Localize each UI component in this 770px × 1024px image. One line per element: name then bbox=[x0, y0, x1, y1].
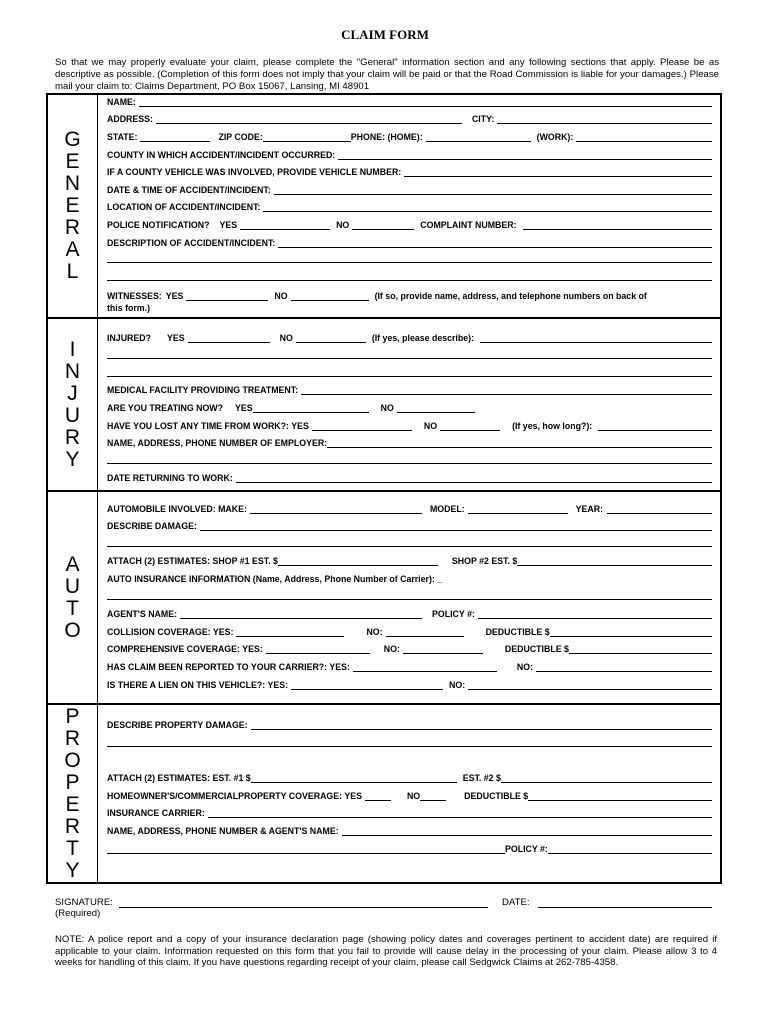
auto-section-label bbox=[48, 492, 98, 703]
collision-no-field[interactable] bbox=[386, 626, 464, 637]
lost-time-no-field[interactable] bbox=[440, 420, 500, 431]
shop1-field[interactable] bbox=[278, 555, 438, 566]
state-label: STATE: bbox=[107, 132, 138, 142]
employer-label: NAME, ADDRESS, PHONE NUMBER OF EMPLOYER: bbox=[107, 438, 328, 448]
police-yes-label: YES bbox=[219, 220, 238, 230]
zip-label: ZIP CODE: bbox=[218, 132, 263, 142]
make-label: AUTOMOBILE INVOLVED: MAKE: bbox=[107, 504, 247, 514]
homeowner-label: HOMEOWNER'S/COMMERCIALPROPERTY COVERAGE: YES bbox=[107, 791, 362, 801]
description-line-3[interactable] bbox=[107, 280, 712, 281]
collision-row bbox=[107, 625, 712, 637]
property-damage-row bbox=[107, 718, 712, 730]
facility-row bbox=[107, 383, 712, 395]
section-letter: R bbox=[64, 726, 81, 750]
lost-time-row bbox=[107, 419, 712, 431]
description-line-2[interactable] bbox=[107, 262, 712, 263]
county-vehicle-field[interactable] bbox=[404, 166, 712, 177]
carrier-label: INSURANCE CARRIER: bbox=[107, 808, 205, 818]
injured-no-field[interactable] bbox=[296, 332, 366, 343]
carrier-field[interactable] bbox=[208, 807, 712, 818]
witnesses-note-2-row bbox=[107, 301, 150, 313]
address-row bbox=[107, 112, 712, 124]
treating-yes-label: YES bbox=[235, 403, 253, 413]
treating-no-field[interactable] bbox=[397, 402, 475, 413]
complaint-label: COMPLAINT NUMBER: bbox=[420, 220, 517, 230]
city-label: CITY: bbox=[471, 114, 495, 124]
address-field[interactable] bbox=[156, 113, 462, 124]
return-date-field[interactable] bbox=[236, 472, 712, 483]
homeowner-deductible-label: DEDUCTIBLE $ bbox=[464, 791, 529, 801]
comprehensive-no-label: NO: bbox=[383, 644, 400, 654]
signature-label: SIGNATURE: bbox=[55, 897, 113, 908]
how-long-label: (If yes, how long?): bbox=[512, 421, 593, 431]
city-field[interactable] bbox=[497, 113, 712, 124]
witnesses-row bbox=[107, 289, 712, 301]
county-field[interactable] bbox=[338, 149, 712, 160]
year-field[interactable] bbox=[607, 503, 712, 514]
complaint-field[interactable] bbox=[523, 219, 712, 230]
section-letter: T bbox=[66, 596, 79, 620]
injured-row bbox=[107, 331, 712, 343]
lien-label: IS THERE A LIEN ON THIS VEHICLE?: YES: bbox=[107, 680, 289, 690]
agent-row bbox=[107, 607, 712, 619]
policy-field[interactable] bbox=[478, 608, 712, 619]
agent-label: AGENT'S NAME: bbox=[107, 609, 178, 619]
lien-no-label: NO: bbox=[449, 680, 466, 690]
damage-label: DESCRIBE DAMAGE: bbox=[107, 521, 197, 531]
property-est2-field[interactable] bbox=[501, 772, 712, 783]
insurance-line-2[interactable] bbox=[107, 599, 712, 600]
estimates-row bbox=[107, 554, 712, 566]
witnesses-no-field[interactable] bbox=[291, 290, 369, 301]
signature-required: (Required) bbox=[55, 908, 101, 919]
reported-no-label: NO: bbox=[516, 662, 534, 672]
damage-row bbox=[107, 519, 712, 531]
section-letter: R bbox=[64, 814, 81, 838]
location-field[interactable] bbox=[263, 201, 712, 212]
estimates-label: ATTACH (2) ESTIMATES: SHOP #1 EST. $ bbox=[107, 556, 278, 566]
treating-yes-field[interactable] bbox=[253, 402, 369, 413]
property-agent-row bbox=[107, 824, 712, 836]
treating-no-label: NO bbox=[380, 403, 394, 413]
shop2-field[interactable] bbox=[517, 555, 712, 566]
witnesses-note: (If so, provide name, address, and telephone numbers on back of bbox=[374, 291, 647, 301]
section-letter: N bbox=[64, 359, 81, 383]
section-letter: P bbox=[65, 704, 80, 728]
name-label: NAME: bbox=[107, 97, 136, 107]
lien-no-field[interactable] bbox=[468, 679, 712, 690]
employer-line-2[interactable] bbox=[107, 463, 712, 464]
model-field[interactable] bbox=[468, 503, 568, 514]
date-field[interactable] bbox=[538, 897, 712, 908]
section-letter: L bbox=[66, 260, 79, 283]
comprehensive-deductible-label: DEDUCTIBLE $ bbox=[504, 644, 569, 654]
property-section-label bbox=[48, 705, 98, 882]
lost-time-label: HAVE YOU LOST ANY TIME FROM WORK?: YES bbox=[107, 421, 309, 431]
facility-field[interactable] bbox=[301, 384, 712, 395]
intro-text: So that we may properly evaluate your claim, please complete the "General" information section and any following sections that apply. Please be as descriptive as possible. (Completion of this form does not imply that your claim will be paid or that the Road Commission is liable for your damages.) Please mail your claim to: Claims Department, PO Box 15067, Lansing, MI 48901 bbox=[55, 57, 719, 92]
property-agent-line-2[interactable] bbox=[107, 843, 505, 854]
police-no-label: NO bbox=[336, 220, 350, 230]
property-estimates-label: ATTACH (2) ESTIMATES: EST. #1 $ bbox=[107, 773, 251, 783]
return-date-row bbox=[107, 471, 712, 483]
injury-line-3[interactable] bbox=[107, 376, 712, 377]
phone-work-label: (WORK): bbox=[536, 132, 574, 142]
property-agent-field[interactable] bbox=[342, 825, 712, 836]
name-field[interactable] bbox=[139, 96, 712, 107]
reported-no-field[interactable] bbox=[536, 661, 712, 672]
collision-deductible-field[interactable] bbox=[550, 626, 712, 637]
policy-label: POLICY #: bbox=[432, 609, 475, 619]
datetime-field[interactable] bbox=[274, 184, 712, 195]
form-title: CLAIM FORM bbox=[341, 27, 429, 42]
section-letter: I bbox=[69, 337, 76, 361]
name-row bbox=[107, 95, 712, 107]
signature-field[interactable] bbox=[119, 897, 488, 908]
property-damage-line-2[interactable] bbox=[107, 746, 712, 747]
witnesses-yes-label: YES bbox=[165, 291, 184, 301]
collision-no-label: NO: bbox=[366, 627, 383, 637]
police-no-field[interactable] bbox=[352, 219, 414, 230]
comprehensive-yes-field[interactable] bbox=[266, 643, 370, 654]
lost-time-no-label: NO bbox=[423, 421, 438, 431]
county-vehicle-label: IF A COUNTY VEHICLE WAS INVOLVED, PROVIDE VEHICLE NUMBER: bbox=[107, 167, 402, 177]
facility-label: MEDICAL FACILITY PROVIDING TREATMENT: bbox=[107, 385, 299, 395]
lien-row bbox=[107, 678, 712, 690]
datetime-label: DATE & TIME OF ACCIDENT/INCIDENT: bbox=[107, 185, 271, 195]
treating-row bbox=[107, 401, 712, 413]
comprehensive-label: COMPREHENSIVE COVERAGE: YES: bbox=[107, 644, 263, 654]
section-letter: R bbox=[64, 425, 81, 449]
location-row bbox=[107, 200, 712, 212]
date-row bbox=[502, 896, 712, 908]
injured-yes-field[interactable] bbox=[188, 332, 270, 343]
witnesses-yes-field[interactable] bbox=[186, 290, 268, 301]
police-label: POLICE NOTIFICATION? bbox=[107, 220, 210, 230]
section-letter: Y bbox=[65, 858, 80, 882]
make-row bbox=[107, 502, 712, 514]
reported-label: HAS CLAIM BEEN REPORTED TO YOUR CARRIER?: YES: bbox=[107, 662, 350, 672]
homeowner-no-field[interactable] bbox=[420, 790, 446, 801]
section-letter: T bbox=[66, 836, 79, 860]
injured-describe-label: (If yes, please describe): bbox=[371, 333, 474, 343]
section-letter: G bbox=[64, 128, 81, 151]
section-letter: P bbox=[65, 770, 80, 794]
lost-time-yes-field[interactable] bbox=[312, 420, 412, 431]
return-date-label: DATE RETURNING TO WORK: bbox=[107, 473, 233, 483]
insurance-row bbox=[107, 572, 712, 584]
phone-home-field[interactable] bbox=[426, 131, 531, 142]
property-est1-field[interactable] bbox=[251, 772, 457, 783]
property-policy-row bbox=[107, 842, 712, 854]
section-letter: A bbox=[65, 552, 80, 576]
reported-yes-field[interactable] bbox=[353, 661, 497, 672]
employer-field[interactable] bbox=[327, 437, 712, 448]
injured-label: INJURED? bbox=[107, 333, 151, 343]
damage-line-2[interactable] bbox=[107, 546, 712, 547]
injury-line-2[interactable] bbox=[107, 358, 712, 359]
section-letter: J bbox=[67, 381, 78, 405]
reported-row bbox=[107, 660, 712, 672]
state-field[interactable] bbox=[140, 131, 210, 142]
datetime-row bbox=[107, 183, 712, 195]
property-estimates-row bbox=[107, 771, 712, 783]
address-label: ADDRESS: bbox=[107, 114, 153, 124]
shop2-label: SHOP #2 EST. $ bbox=[451, 556, 518, 566]
county-vehicle-row bbox=[107, 165, 712, 177]
homeowner-no-label: NO bbox=[406, 791, 421, 801]
police-row bbox=[107, 218, 712, 230]
section-letter: R bbox=[64, 216, 81, 239]
collision-label: COLLISION COVERAGE: YES: bbox=[107, 627, 234, 637]
treating-label: ARE YOU TREATING NOW? bbox=[107, 403, 223, 413]
injury-section-label bbox=[48, 319, 98, 490]
phone-home-label: PHONE: (HOME): bbox=[350, 132, 423, 142]
section-letter: A bbox=[65, 238, 80, 261]
damage-field[interactable] bbox=[200, 520, 712, 531]
insurance-label: AUTO INSURANCE INFORMATION (Name, Address, Phone Number of Carrier): _ bbox=[107, 574, 443, 584]
description-row bbox=[107, 236, 712, 248]
section-letter: E bbox=[65, 792, 80, 816]
comprehensive-deductible-field[interactable] bbox=[569, 643, 712, 654]
section-letter: N bbox=[64, 172, 81, 195]
section-letter: U bbox=[64, 574, 81, 598]
section-letter: Y bbox=[65, 447, 80, 471]
homeowner-deductible-field[interactable] bbox=[528, 790, 712, 801]
injured-yes-label: YES bbox=[167, 333, 185, 343]
agent-field[interactable] bbox=[180, 608, 422, 619]
police-yes-field[interactable] bbox=[240, 219, 330, 230]
employer-row bbox=[107, 436, 712, 448]
property-damage-field[interactable] bbox=[251, 719, 712, 730]
note-text: NOTE: A police report and a copy of your insurance declaration page (showing policy dates and coverages pertinent to accident date) are required if applicable to your claim. Information requested on this form that you fail to provide will cause delay in the processing of your claim. Please allow 3 to 4 weeks for handling of this claim. If you have questions regarding receipt of your claim, please call Sedgwick Claims at 262-785-4358. bbox=[55, 934, 717, 968]
homeowner-row bbox=[107, 789, 712, 801]
how-long-field[interactable] bbox=[598, 420, 712, 431]
comprehensive-row bbox=[107, 642, 712, 654]
section-letter: O bbox=[64, 618, 81, 642]
county-row bbox=[107, 148, 712, 160]
section-letter: E bbox=[65, 194, 80, 217]
zip-field[interactable] bbox=[263, 131, 351, 142]
collision-deductible-label: DEDUCTIBLE $ bbox=[485, 627, 550, 637]
description-field[interactable] bbox=[278, 237, 712, 248]
homeowner-yes-field[interactable] bbox=[365, 790, 391, 801]
date-label: DATE: bbox=[502, 897, 530, 908]
phone-work-field[interactable] bbox=[576, 131, 712, 142]
lien-yes-field[interactable] bbox=[291, 679, 443, 690]
property-policy-field[interactable] bbox=[548, 843, 712, 854]
carrier-row bbox=[107, 806, 712, 818]
injured-no-label: NO bbox=[279, 333, 293, 343]
witnesses-label: WITNESSES: bbox=[107, 291, 162, 301]
comprehensive-no-field[interactable] bbox=[403, 643, 483, 654]
property-damage-label: DESCRIBE PROPERTY DAMAGE: bbox=[107, 720, 248, 730]
property-policy-label: POLICY #: bbox=[505, 844, 548, 854]
state-row bbox=[107, 130, 712, 142]
property-est2-label: EST. #2 $ bbox=[462, 773, 501, 783]
injured-describe-field[interactable] bbox=[480, 332, 712, 343]
witnesses-note-2: this form.) bbox=[107, 303, 151, 313]
general-section-label bbox=[48, 95, 98, 317]
property-agent-label: NAME, ADDRESS, PHONE NUMBER & AGENT'S NAME: bbox=[107, 826, 339, 836]
county-label: COUNTY IN WHICH ACCIDENT/INCIDENT OCCURRED: bbox=[107, 150, 336, 160]
section-letter: U bbox=[64, 403, 81, 427]
section-letter: E bbox=[65, 150, 80, 173]
model-label: MODEL: bbox=[429, 504, 465, 514]
signature-row bbox=[55, 896, 488, 908]
location-label: LOCATION OF ACCIDENT/INCIDENT: bbox=[107, 202, 261, 212]
description-label: DESCRIPTION OF ACCIDENT/INCIDENT: bbox=[107, 238, 276, 248]
make-field[interactable] bbox=[250, 503, 422, 514]
year-label: YEAR: bbox=[575, 504, 604, 514]
section-letter: O bbox=[64, 748, 81, 772]
collision-yes-field[interactable] bbox=[236, 626, 344, 637]
witnesses-no-label: NO bbox=[274, 291, 288, 301]
